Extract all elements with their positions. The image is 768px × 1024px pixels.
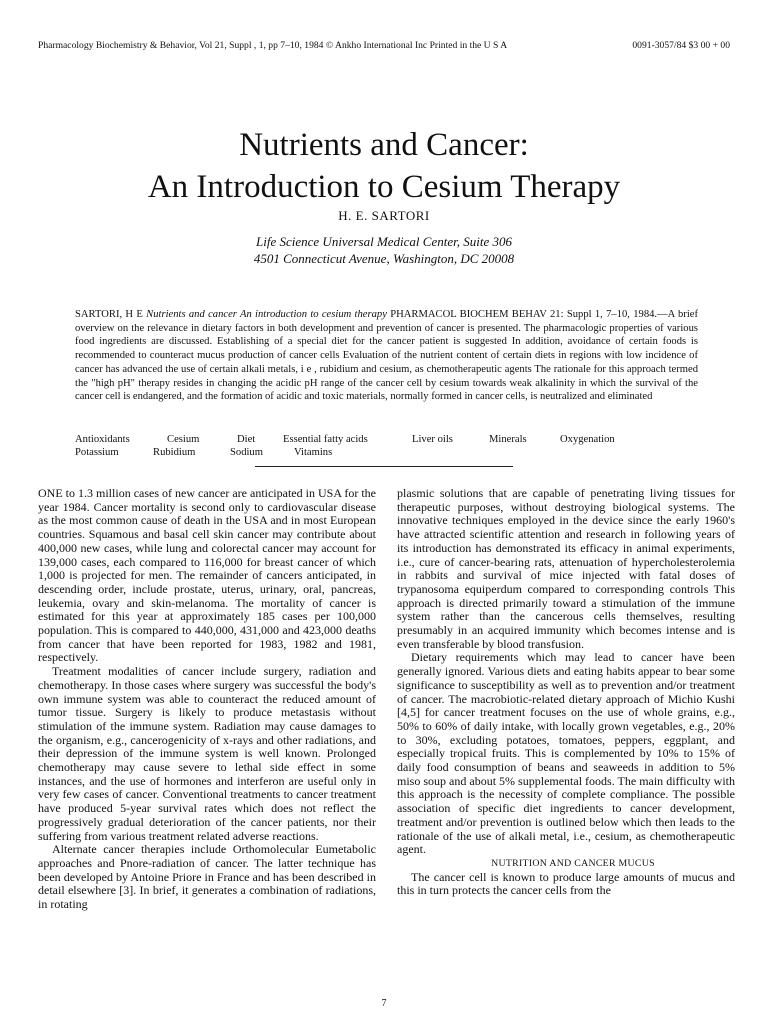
keyword: Vitamins <box>294 447 333 458</box>
abstract <box>75 308 698 404</box>
body-paragraph: Treatment modalities of cancer include surgery, radiation and chemotherapy. In those cases where surgery was successful the body's own immune system was able to counteract the reduced amount of tumor tissue. Surgery is likely to produce metastasis without stimulation of the immune system. Radiation may cause damages to the organism, e.g., cancerogenicity of x-rays and other radiations, and their depression of the immune system is well known. Prolonged chemotherapy may cause severe to lethal side effect in some instances, and the use of hormones and interferon are useful only in very few cases of cancer. Conventional treatments to cancer treatment have produced 5-year survival rates which does not reflect the progressively gradual deterioration of the cancer patients, nor their suffering from various treatment related adverse reactions. <box>38 664 376 843</box>
keywords-row-1 <box>75 433 698 446</box>
body-paragraph: Dietary requirements which may lead to cancer have been generally ignored. Various diets and eating habits appear to bear some significance to susceptibility as well as to prevention and/or treatment of cancer. The macrobiotic-related dietary approach of Michio Kushi [4,5] for cancer treatment focuses on the use of whole grains, e.g., 50% to 60% of daily intake, with locally grown vegetables, e.g., 20% to 30%, excluding potatoes, tomatoes, peppers, eggplant, and especially tropical fruits. This is complemented by 10% to 15% of daily food consumption of beans and seaweeds in addition to 5% miso soup and about 5% supplemental foods. The main difficulty with this approach is the necessity of complete compliance. The possible association of specific diet ingredients to cancer development, treatment and/or prevention is outlined below which then leads to the rationale of the use of alkali metal, i.e., cesium, as chemotherapeutic agent. <box>397 650 735 857</box>
section-heading: NUTRITION AND CANCER MUCUS <box>491 857 655 869</box>
keyword: Potassium <box>75 447 119 458</box>
keyword: Diet <box>237 434 256 445</box>
affiliation-line-1: Life Science Universal Medical Center, Suite 306 <box>256 234 512 249</box>
abstract-body: Suppl 1, 7–10, 1984.—A brief overview on the relevance in dietary factors in both development and prevention of cancer is presented. The pharmacologic properties of various food ingredients are discussed. Establishing of a special diet for the cancer patient is suggested In addition, avoidance of certain foods is recommended to counteract mucus production of cancer cells Evaluation of the nutrient content of certain diets in regions with low incidence of cancer has advanced the use of certain alkali metals, i e , rubidium and cesium, as chemotherapeutic agents The rationale for this approach termed the "high pH" therapy resides in changing the acidic pH range of the cancer cell by cesium towards weak alkalinity in which the survival of the cancer cell is endangered, and the formation of acidic and toxic materials, normally formed in cancer cells, is neutralized and eliminated <box>75 309 699 403</box>
keyword: Cesium <box>167 434 200 445</box>
keyword: Antioxidants <box>75 434 130 445</box>
title-line-1: Nutrients and Cancer: <box>239 127 529 164</box>
running-head <box>38 40 730 51</box>
abstract-lead-title: Nutrients and cancer An introduction to cesium therapy <box>146 309 387 320</box>
abstract-journal: PHARMACOL BIOCHEM BEHAV 21: <box>390 309 564 320</box>
body-paragraph: plasmic solutions that are capable of penetrating living tissues for therapeutic purposes, without destroying biological systems. The innovative techniques employed in the device since the early 1960's have attracted scientific attention and research in following years of its introduction has demonstrated its efficacy in animal experiments, i.e., cure of cancer-bearing rats, attenuation of hypercholesterolemia in rabbits and survival of mice injected with fatal doses of trypanosoma equiperdum compared to corresponding controls This approach is directed primarily toward a stimulation of the immune system rather than the cancerous cells themselves, resulting presumably in an acquired immunity which becomes intense and is even transferable by blood transfusion. <box>397 486 735 651</box>
article-title <box>0 124 768 208</box>
divider-rule <box>255 466 513 467</box>
author-name: H. E. SARTORI <box>338 208 430 223</box>
page-number: 7 <box>381 998 387 1009</box>
keyword: Oxygenation <box>560 434 615 445</box>
abstract-lead: SARTORI, H E <box>75 309 143 320</box>
right-column <box>397 487 735 898</box>
article-code: 0091-3057/84 $3 00 + 00 <box>632 40 730 51</box>
affiliation-line-2: 4501 Connecticut Avenue, Washington, DC 20008 <box>253 251 515 266</box>
body-paragraph: Alternate cancer therapies include Orthomolecular Eumetabolic approaches and Pnore-radiation of cancer. The latter technique has been developed by Antoine Priore in France and has been described in detail elsewhere [3]. In brief, it generates a combination of radiations, in rotating <box>38 842 376 912</box>
keywords-row-2 <box>75 446 698 459</box>
keyword: Minerals <box>489 434 527 445</box>
title-line-2: An Introduction to Cesium Therapy <box>147 169 621 206</box>
keywords <box>75 433 698 459</box>
keyword: Sodium <box>230 447 263 458</box>
author-affiliation <box>0 233 768 267</box>
journal-citation: Pharmacology Biochemistry & Behavior, Vol 21, Suppl , 1, pp 7–10, 1984 © Ankho International Inc Printed in the U S A <box>38 40 508 51</box>
keyword: Liver oils <box>412 434 453 445</box>
keyword: Rubidium <box>153 447 196 458</box>
body-paragraph: ONE to 1.3 million cases of new cancer are anticipated in USA for the year 1984. Cancer mortality is second only to cardiovascular disease as the most common cause of death in the USA and in most European countries. Squamous and basal cell skin cancer may contribute about 400,000 new cases, while lung and colorectal cancer may account for 139,000 cases, each compared to 116,000 for breast cancer of which 1,000 is projected for men. The remainder of cancers anticipated, in descending order, include prostate, uterus, urinary, oral, pancreas, leukemia, ovary and skin-melanoma. The mortality of cancer is estimated for this year at approximately 185 cases per 100,000 population. This is compared to 440,000, 431,000 and 423,000 deaths from cancer that have been reported for 1983, 1982 and 1981, respectively. <box>38 486 376 665</box>
body-paragraph: The cancer cell is known to produce large amounts of mucus and this in turn protects the cancer cells from the <box>397 869 735 898</box>
keyword: Essential fatty acids <box>283 434 368 445</box>
left-column <box>38 487 376 912</box>
